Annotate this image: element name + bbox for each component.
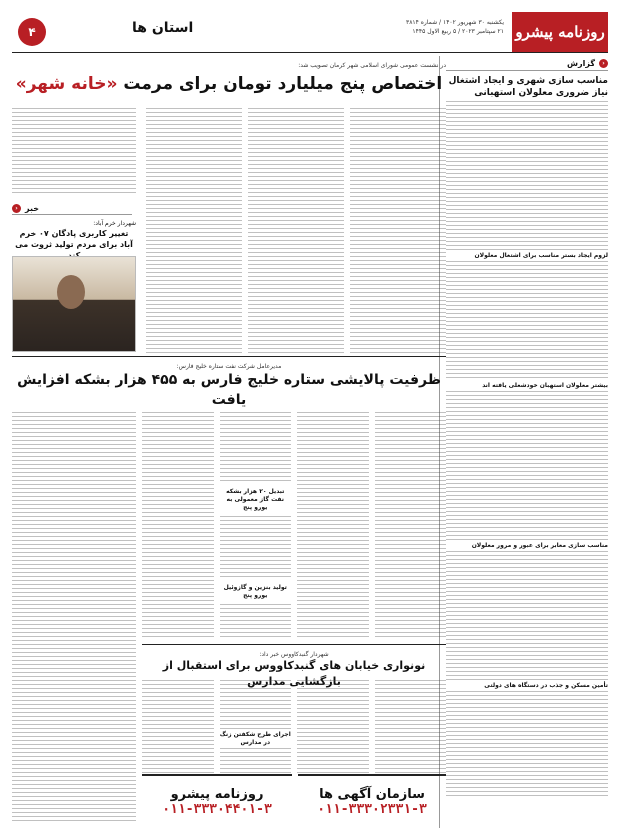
page-header — [12, 12, 608, 53]
report-subhead: تأمین مسکن و جذب در دستگاه های دولتی — [484, 682, 608, 689]
body-text — [142, 412, 214, 640]
inline-subhead: تبدیل ۲۰ هزار بشکه نفت گاز معمولی به یورو پنج — [226, 488, 285, 511]
body-text — [146, 108, 242, 354]
ad-title: سازمان آگهی ها — [319, 787, 425, 802]
body-text — [220, 412, 292, 484]
news-kicker: شهردار خرم آباد: — [93, 220, 136, 227]
date-line: یکشنبه ۳۰ شهریور ۱۴۰۲ / شماره ۳۸۱۴ — [405, 19, 504, 26]
body-text — [220, 516, 292, 580]
body-text — [446, 261, 608, 381]
report-column — [446, 56, 608, 828]
school-headline: نونواری خیابان های گنبدکاووس برای استقبال از بازگشایی مدارس — [162, 659, 426, 688]
main-area — [12, 56, 446, 828]
person-head — [57, 275, 85, 309]
portrait-photo — [12, 256, 136, 352]
body-text — [142, 680, 214, 774]
headline-highlight: «خانه شهر» — [15, 74, 118, 94]
school-story-body — [142, 680, 446, 774]
mid-story-body — [142, 412, 446, 640]
report-subhead: مناسب سازی معابر برای عبور و مرور معلولان — [471, 542, 608, 549]
mid-story — [12, 356, 446, 410]
body-text — [375, 412, 447, 640]
lead-headline: اختصاص پنج میلیارد تومان برای مرمت «خانه شهر» — [15, 74, 443, 94]
body-text — [220, 680, 292, 730]
news-headline: تغییر کاربری پادگان ۰۷ خرم آباد برای مردم تولید ثروت می — [15, 229, 133, 249]
chevron-left-icon: ‹ — [12, 204, 21, 213]
body-text — [375, 680, 447, 774]
inline-subhead: اجرای طرح شکفتن زنگ در مدارس — [219, 731, 291, 746]
body-text — [446, 551, 608, 681]
body-text — [446, 101, 608, 251]
chevron-left-icon: ‹ — [599, 59, 608, 68]
body-text — [12, 412, 136, 822]
body-text — [248, 108, 344, 354]
date-line: ۲۱ سپتامبر ۲۰۲۳ / ۵ ربیع الاول ۱۴۴۵ — [412, 28, 504, 35]
body-text — [446, 691, 608, 799]
page-number-badge: ۴ — [18, 18, 46, 46]
body-text — [297, 412, 369, 640]
story-kicker: مدیرعامل شرکت نفت ستاره خلیج فارس: — [176, 363, 282, 370]
body-text — [297, 680, 369, 774]
body-text — [220, 748, 292, 774]
mid-headline: ظرفیت پالایشی ستاره خلیج فارس به ۴۵۵ هزار بشکه افزایش یافت — [17, 372, 441, 408]
issue-info — [334, 18, 504, 36]
ad-box — [298, 774, 446, 828]
report-headline: مناسب سازی شهری و ایجاد اشتغال نیاز ضروری معلولان استهبانی — [448, 76, 608, 98]
lead-story-body — [146, 108, 446, 354]
story-kicker: در نشست عمومی شورای اسلامی شهر کرمان تصویب شد: — [298, 62, 446, 69]
body-text — [220, 604, 292, 640]
report-label-text: گزارش — [566, 58, 595, 68]
news-box-body — [12, 412, 136, 822]
story-kicker: شهردار گنبدکاووس خبر داد: — [259, 651, 329, 658]
ad-phone: ۰۱۱-۳۳۳۰۲۳۳۱-۳ — [317, 802, 427, 817]
body-text — [12, 108, 136, 196]
news-box — [12, 108, 136, 354]
news-label — [12, 202, 132, 215]
report-label — [446, 56, 608, 71]
report-subhead: بیشتر معلولان استهبان خودشغلی یافته اند — [482, 382, 608, 389]
report-subhead: لزوم ایجاد بستر مناسب برای اشتغال معلولان — [474, 252, 608, 259]
body-text — [446, 391, 608, 541]
section-title: استان ها — [132, 20, 194, 36]
ad-phone: ۰۱۱-۳۳۳۰۴۴۰۱-۳ — [162, 802, 272, 817]
inline-subhead: تولید بنزین و گازوئیل یورو پنج — [223, 584, 287, 599]
body-text — [350, 108, 446, 354]
ad-box — [142, 774, 292, 828]
newspaper-logo: روزنامه پیشرو — [512, 12, 608, 52]
news-label-text: خبر — [25, 203, 40, 213]
ad-title: روزنامه پیشرو — [170, 787, 264, 802]
